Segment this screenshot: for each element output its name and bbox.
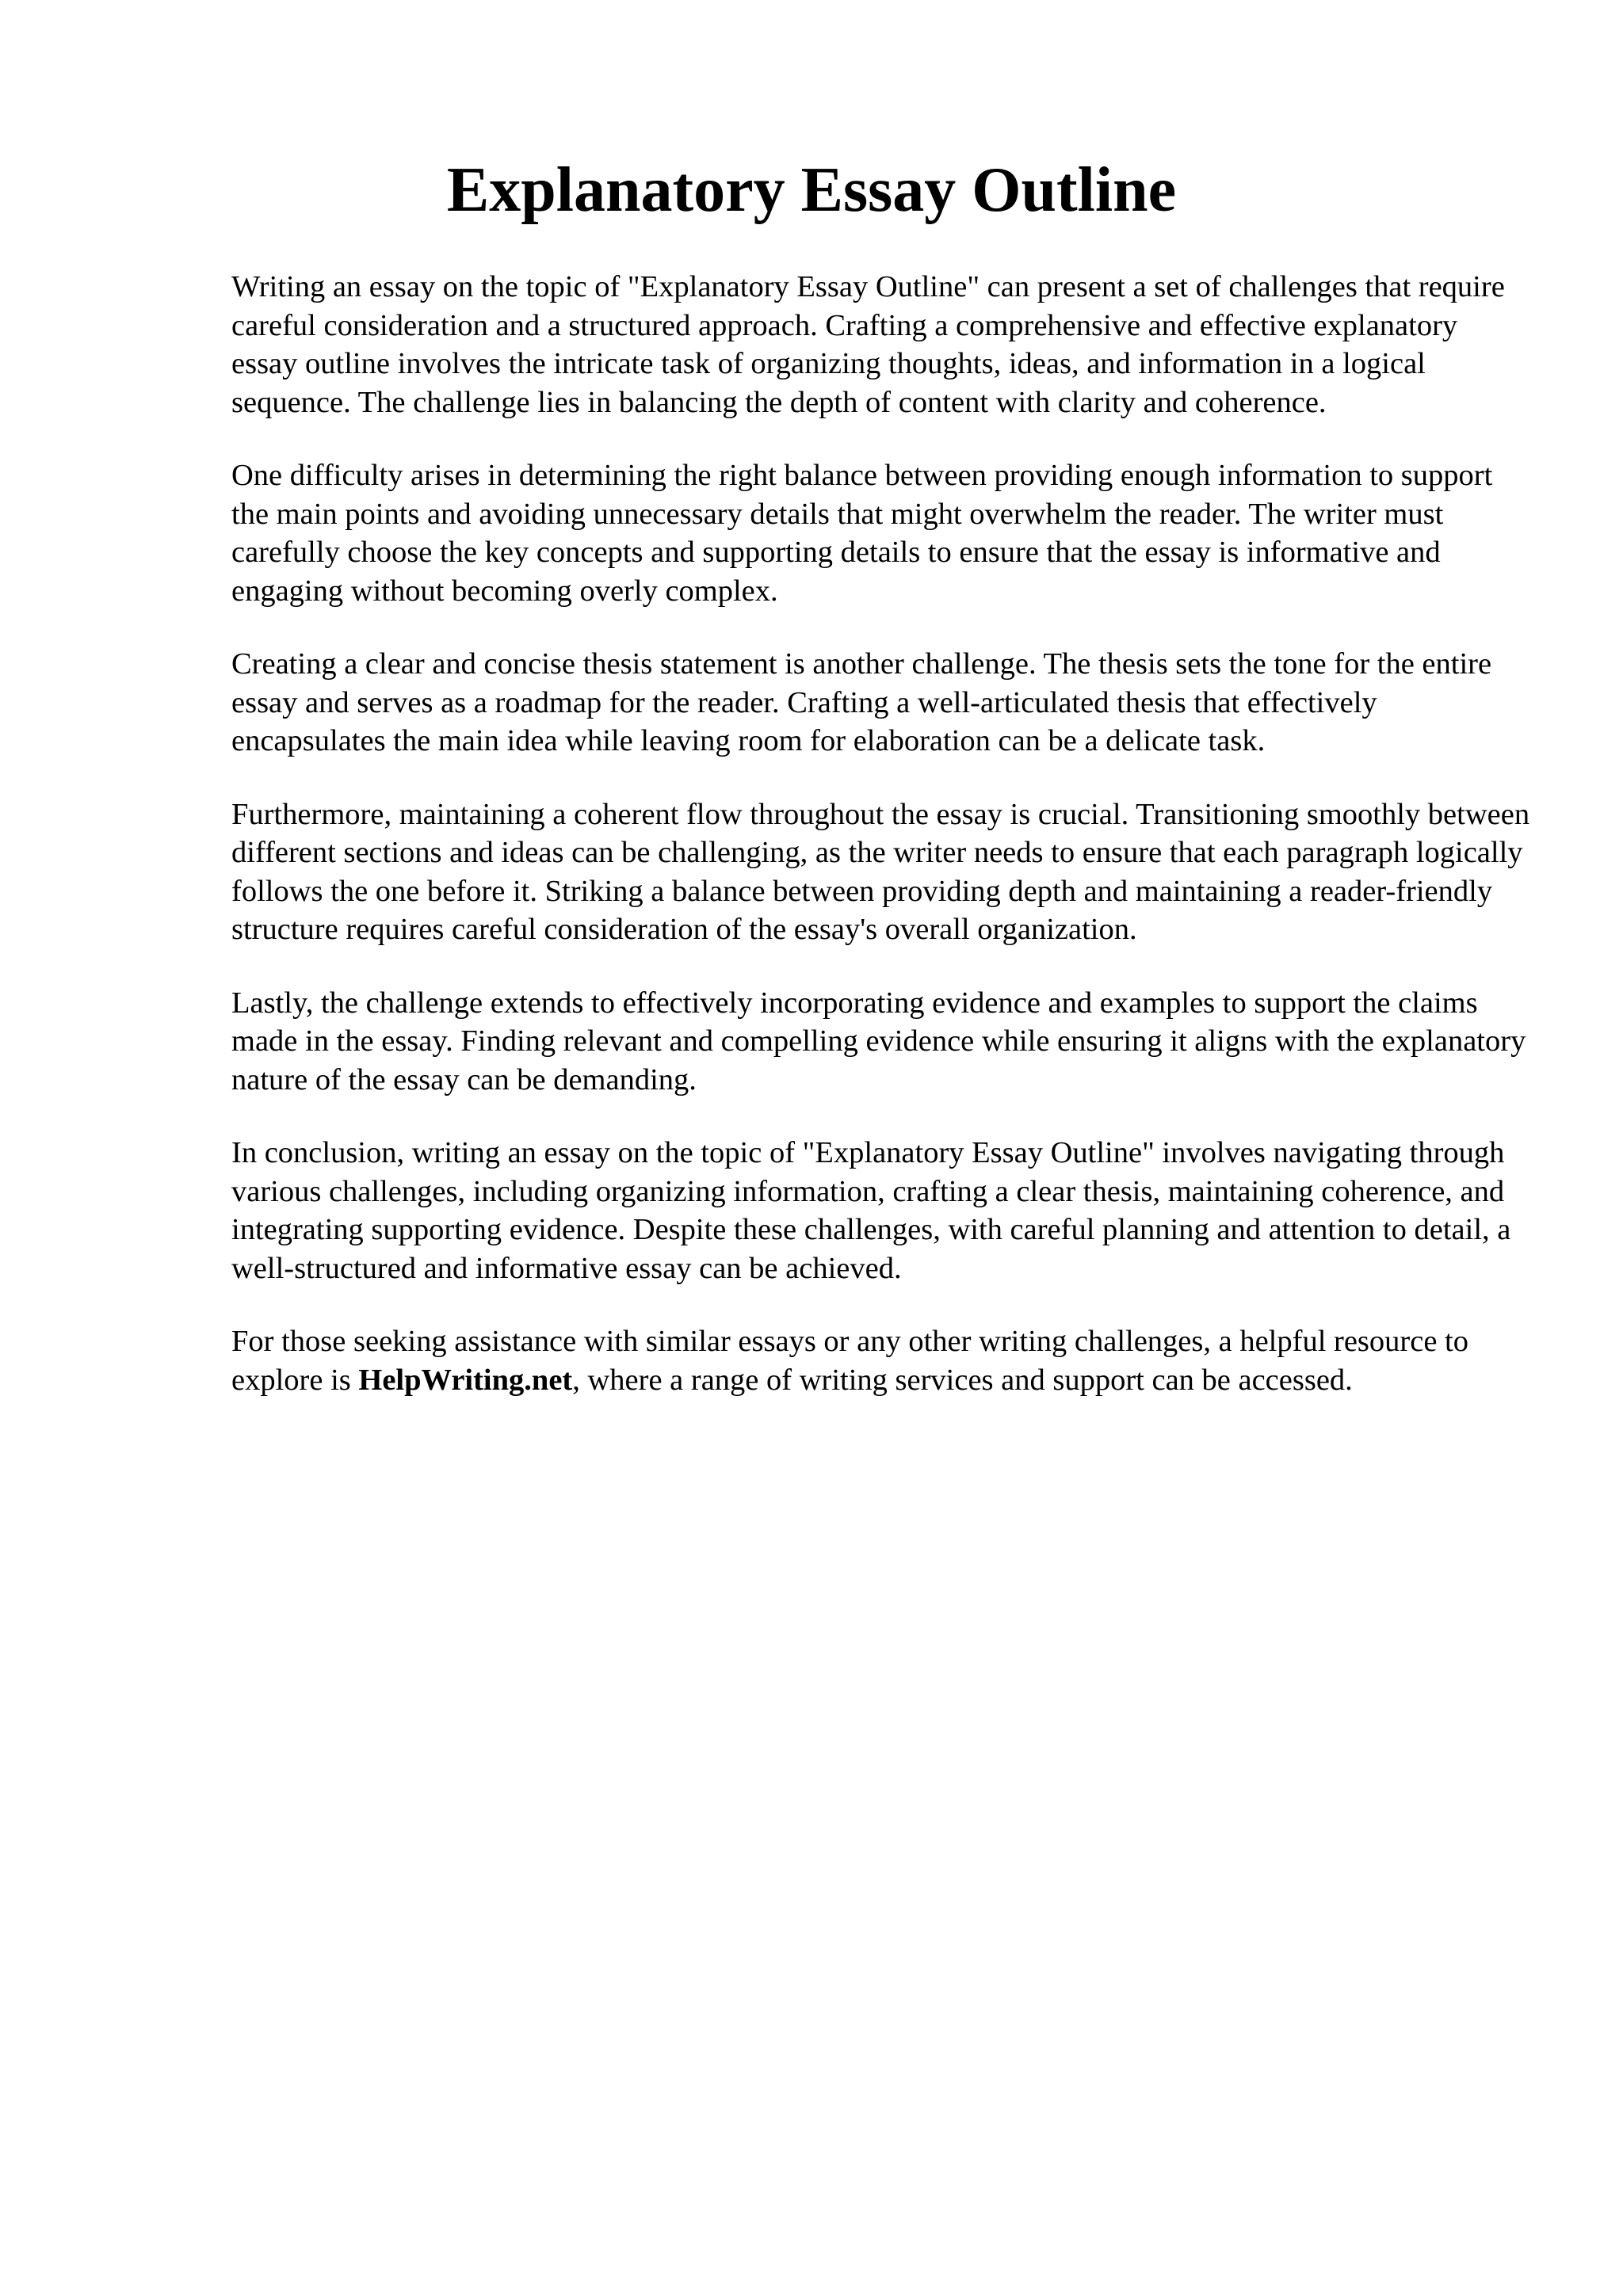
document-body (231, 268, 1531, 1434)
paragraph-intro: Writing an essay on the topic of "Explanatory Essay Outline" can present a set of challenges that require careful consideration and a structured approach. Crafting a comprehensive and effective explanatory essay outline involves the intricate task of organizing thoughts, ideas, and information in a logical sequence. The challenge lies in balancing the depth of content with clarity and coherence. (231, 270, 1505, 419)
paragraph-closing (231, 1322, 1531, 1399)
paragraph-balance: One difficulty arises in determining the right balance between providing enough information to support the main points and avoiding unnecessary details that might overwhelm the reader. The writer must carefully choose the key concepts and supporting details to ensure that the essay is informative and engaging without becoming overly complex. (231, 459, 1493, 608)
closing-text-before: For those seeking assistance with similar essays or any other writing challenges, a helpful resource to explore is (231, 1325, 1468, 1397)
document-title: Explanatory Essay Outline (446, 155, 1177, 225)
paragraph-conclusion: In conclusion, writing an essay on the topic of "Explanatory Essay Outline" involves navigating through various challenges, including organizing information, crafting a clear thesis, maintaining coherence, and integrating supporting evidence. Despite these challenges, with careful planning and attention to detail, a well-structured and informative essay can be achieved. (231, 1136, 1511, 1285)
paragraph-flow: Furthermore, maintaining a coherent flow throughout the essay is crucial. Transitioning smoothly between different sections and ideas can be challenging, as the writer needs to ensure that each paragraph logically follows the one before it. Striking a balance between providing depth and maintaining a reader-friendly structure requires careful consideration of the essay's overall organization. (231, 797, 1530, 946)
helpwriting-link[interactable]: HelpWriting.net (358, 1363, 573, 1397)
paragraph-evidence: Lastly, the challenge extends to effectively incorporating evidence and examples to support the claims made in the essay. Finding relevant and compelling evidence while ensuring it aligns with the explanatory nature of the essay can be demanding. (231, 986, 1526, 1097)
paragraph-thesis: Creating a clear and concise thesis statement is another challenge. The thesis sets the tone for the entire essay and serves as a roadmap for the reader. Crafting a well-articulated thesis that effectively encapsulates the main idea while leaving room for elaboration can be a delicate task. (231, 647, 1492, 757)
closing-text-after: , where a range of writing services and support can be accessed. (572, 1363, 1353, 1397)
